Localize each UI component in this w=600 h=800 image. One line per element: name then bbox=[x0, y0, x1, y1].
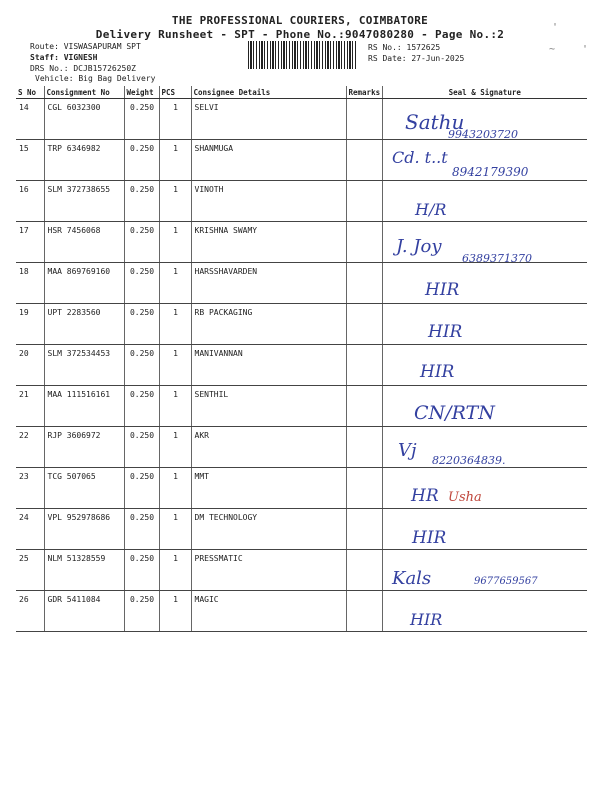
cell-consignee: DM TECHNOLOGY bbox=[191, 509, 346, 550]
cell-consignee: AKR bbox=[191, 427, 346, 468]
cell-weight: 0.250 bbox=[124, 345, 159, 386]
cell-remarks bbox=[346, 427, 382, 468]
cell-weight: 0.250 bbox=[124, 263, 159, 304]
cell-consignment: HSR 7456068 bbox=[44, 222, 124, 263]
cell-weight: 0.250 bbox=[124, 591, 159, 632]
cell-consignee: MANIVANNAN bbox=[191, 345, 346, 386]
cell-pcs: 1 bbox=[159, 181, 191, 222]
phone-row-15: 8942179390 bbox=[452, 165, 529, 179]
table-header-row bbox=[16, 86, 587, 99]
cell-weight: 0.250 bbox=[124, 550, 159, 591]
drs-number: DRS No.: DCJB15726250Z bbox=[30, 64, 136, 73]
table-row bbox=[16, 304, 587, 345]
cell-consignment: TRP 6346982 bbox=[44, 140, 124, 181]
signature-row-19: HIR bbox=[428, 322, 463, 342]
signature-row-17: J. Joy bbox=[396, 236, 442, 257]
cell-weight: 0.250 bbox=[124, 386, 159, 427]
cell-remarks bbox=[346, 591, 382, 632]
cell-pcs: 1 bbox=[159, 386, 191, 427]
phone-row-22: 8220364839. bbox=[432, 454, 506, 467]
cell-consignment: MAA 869769160 bbox=[44, 263, 124, 304]
column-header-remarks: Remarks bbox=[346, 86, 382, 99]
cell-consignment: GDR 5411084 bbox=[44, 591, 124, 632]
cell-weight: 0.250 bbox=[124, 99, 159, 140]
column-header-signature: Seal & Signature bbox=[382, 86, 587, 99]
cell-consignee: SELVI bbox=[191, 99, 346, 140]
document-subtitle: Delivery Runsheet - SPT - Phone No.:9047080280 - Page No.:2 bbox=[95, 28, 505, 41]
column-header-consignee: Consignee Details bbox=[191, 86, 346, 99]
corner-mark-right-2: ' bbox=[582, 44, 589, 55]
cell-pcs: 1 bbox=[159, 468, 191, 509]
cell-consignment: SLM 372738655 bbox=[44, 181, 124, 222]
cell-sno: 16 bbox=[16, 181, 44, 222]
cell-pcs: 1 bbox=[159, 263, 191, 304]
cell-consignment: RJP 3606972 bbox=[44, 427, 124, 468]
cell-sno: 18 bbox=[16, 263, 44, 304]
cell-consignment: MAA 111516161 bbox=[44, 386, 124, 427]
vehicle-label: Vehicle: Big Bag Delivery bbox=[35, 74, 156, 83]
cell-sno: 17 bbox=[16, 222, 44, 263]
cell-consignment: CGL 6032300 bbox=[44, 99, 124, 140]
signature-row-26: HIR bbox=[410, 610, 443, 629]
cell-remarks bbox=[346, 509, 382, 550]
staff-label: Staff: VIGNESH bbox=[30, 53, 98, 62]
cell-remarks bbox=[346, 181, 382, 222]
cell-pcs: 1 bbox=[159, 345, 191, 386]
cell-signature bbox=[382, 304, 587, 345]
signature-row-24: HIR bbox=[412, 528, 447, 548]
signature-row-18: HIR bbox=[425, 280, 460, 300]
cell-sno: 24 bbox=[16, 509, 44, 550]
cell-sno: 25 bbox=[16, 550, 44, 591]
cell-consignee: HARSSHAVARDEN bbox=[191, 263, 346, 304]
cell-remarks bbox=[346, 99, 382, 140]
cell-consignee: RB PACKAGING bbox=[191, 304, 346, 345]
route-label: Route: VISWASAPURAM SPT bbox=[30, 42, 141, 51]
cell-pcs: 1 bbox=[159, 509, 191, 550]
table-row bbox=[16, 509, 587, 550]
column-header-weight: Weight bbox=[124, 86, 159, 99]
cell-weight: 0.250 bbox=[124, 181, 159, 222]
cell-remarks bbox=[346, 304, 382, 345]
cell-consignee: VINOTH bbox=[191, 181, 346, 222]
signature-row-20: HIR bbox=[420, 362, 455, 382]
table-row bbox=[16, 591, 587, 632]
column-header-sno: S No bbox=[16, 86, 44, 99]
cell-sno: 21 bbox=[16, 386, 44, 427]
cell-consignee: PRESSMATIC bbox=[191, 550, 346, 591]
cell-consignee: SENTHIL bbox=[191, 386, 346, 427]
cell-consignment: UPT 2283560 bbox=[44, 304, 124, 345]
document-title: THE PROFESSIONAL COURIERS, COIMBATORE bbox=[171, 14, 429, 27]
cell-sno: 20 bbox=[16, 345, 44, 386]
cell-weight: 0.250 bbox=[124, 140, 159, 181]
cell-pcs: 1 bbox=[159, 550, 191, 591]
cell-pcs: 1 bbox=[159, 427, 191, 468]
signature-row-23: HR bbox=[411, 486, 439, 506]
phone-row-25: 9677659567 bbox=[474, 576, 538, 587]
cell-sno: 26 bbox=[16, 591, 44, 632]
barcode bbox=[248, 41, 358, 69]
cell-signature bbox=[382, 345, 587, 386]
rs-number: RS No.: 1572625 bbox=[368, 43, 441, 52]
table-row bbox=[16, 263, 587, 304]
cell-remarks bbox=[346, 263, 382, 304]
cell-remarks bbox=[346, 345, 382, 386]
signature-row-16: H/R bbox=[415, 200, 447, 219]
corner-mark-right: ~ bbox=[549, 44, 556, 55]
cell-sno: 14 bbox=[16, 99, 44, 140]
signature-row-25: Kals bbox=[392, 568, 432, 589]
cell-weight: 0.250 bbox=[124, 427, 159, 468]
signature-row-22: Vj bbox=[398, 440, 417, 461]
cell-consignment: TCG 507065 bbox=[44, 468, 124, 509]
signature-row-21: CN/RTN bbox=[414, 402, 495, 424]
cell-consignment: VPL 952978686 bbox=[44, 509, 124, 550]
cell-sno: 23 bbox=[16, 468, 44, 509]
table-row bbox=[16, 345, 587, 386]
cell-sno: 19 bbox=[16, 304, 44, 345]
cell-remarks bbox=[346, 550, 382, 591]
cell-remarks bbox=[346, 386, 382, 427]
cell-remarks bbox=[346, 222, 382, 263]
cell-weight: 0.250 bbox=[124, 509, 159, 550]
cell-remarks bbox=[346, 468, 382, 509]
cell-remarks bbox=[346, 140, 382, 181]
rs-date: RS Date: 27-Jun-2025 bbox=[368, 54, 465, 63]
cell-consignment: SLM 372534453 bbox=[44, 345, 124, 386]
cell-pcs: 1 bbox=[159, 99, 191, 140]
corner-mark-top-right: ' bbox=[552, 22, 559, 33]
column-header-consignment: Consignment No bbox=[44, 86, 124, 99]
cell-weight: 0.250 bbox=[124, 222, 159, 263]
cell-pcs: 1 bbox=[159, 304, 191, 345]
cell-consignee: MMT bbox=[191, 468, 346, 509]
cell-sno: 22 bbox=[16, 427, 44, 468]
cell-pcs: 1 bbox=[159, 140, 191, 181]
cell-weight: 0.250 bbox=[124, 304, 159, 345]
cell-pcs: 1 bbox=[159, 591, 191, 632]
cell-weight: 0.250 bbox=[124, 468, 159, 509]
cell-consignee: MAGIC bbox=[191, 591, 346, 632]
cell-consignee: KRISHNA SWAMY bbox=[191, 222, 346, 263]
cell-sno: 15 bbox=[16, 140, 44, 181]
signature-row-14: Sathu bbox=[405, 110, 465, 134]
cell-signature bbox=[382, 263, 587, 304]
signature-row-23-name: Usha bbox=[448, 490, 482, 505]
cell-signature bbox=[382, 181, 587, 222]
table-row bbox=[16, 181, 587, 222]
signature-row-15: Cd. t..t bbox=[392, 148, 448, 167]
cell-consignment: NLM 51328559 bbox=[44, 550, 124, 591]
phone-row-14: 9943203720 bbox=[448, 128, 518, 141]
table-row bbox=[16, 386, 587, 427]
cell-pcs: 1 bbox=[159, 222, 191, 263]
column-header-pcs: PCS bbox=[159, 86, 191, 99]
table-row bbox=[16, 468, 587, 509]
cell-consignee: SHANMUGA bbox=[191, 140, 346, 181]
phone-row-17: 6389371370 bbox=[462, 252, 532, 265]
